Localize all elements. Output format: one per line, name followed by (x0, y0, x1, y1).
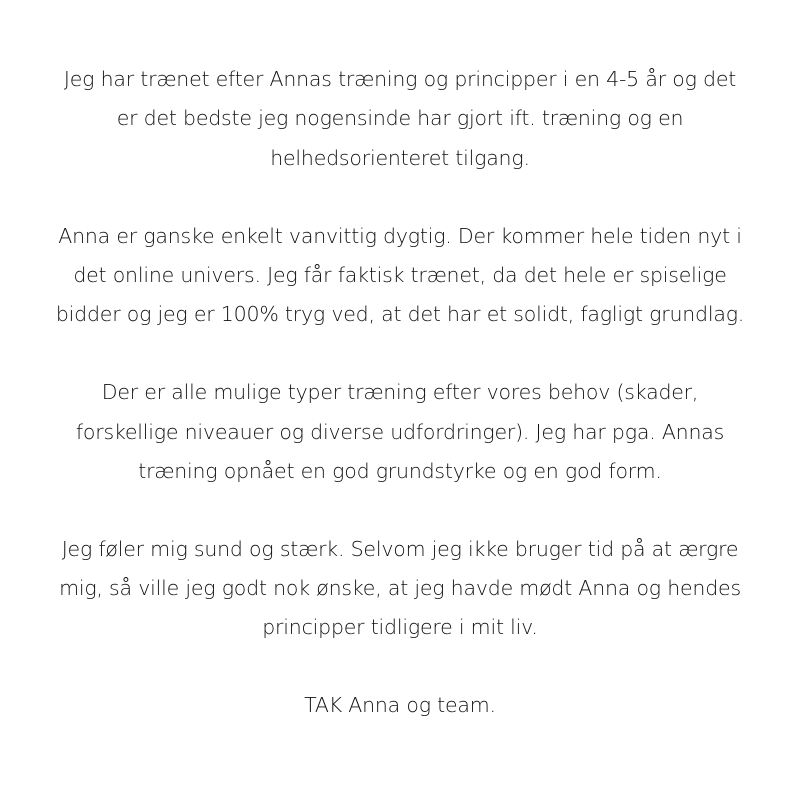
paragraph-2-line-3: bidder og jeg er 100% tryg ved, at det har et solidt, fagligt grundlag. (55, 302, 745, 326)
paragraph-2-line-1: Anna er ganske enkelt vanvittig dygtig. Der kommer hele tiden nyt i (58, 224, 742, 248)
paragraph-3-line-1: Der er alle mulige typer træning efter vores behov (skader, (101, 380, 699, 404)
paragraph-4-line-2: mig, så ville jeg godt nok ønske, at jeg havde mødt Anna og hendes (59, 576, 741, 600)
paragraph-3-line-3: træning opnået en god grundstyrke og en god form. (138, 459, 662, 483)
paragraph-1-line-2: er det bedste jeg nogensinde har gjort ift. træning og en (116, 106, 684, 130)
paragraph-1-line-1: Jeg har trænet efter Annas træning og principper i en 4-5 år og det (63, 67, 737, 91)
paragraph-4-line-3: principper tidligere i mit liv. (262, 615, 538, 639)
paragraph-2-line-2: det online univers. Jeg får faktisk trænet, da det hele er spiselige (73, 263, 727, 287)
signoff-line: TAK Anna og team. (304, 693, 496, 717)
paragraph-1-line-3: helhedsorienteret tilgang. (270, 146, 530, 170)
paragraph-3-line-2: forskellige niveauer og diverse udfordringer). Jeg har pga. Annas (75, 420, 725, 444)
paragraph-4-line-1: Jeg føler mig sund og stærk. Selvom jeg ikke bruger tid på at ærgre (61, 537, 739, 561)
